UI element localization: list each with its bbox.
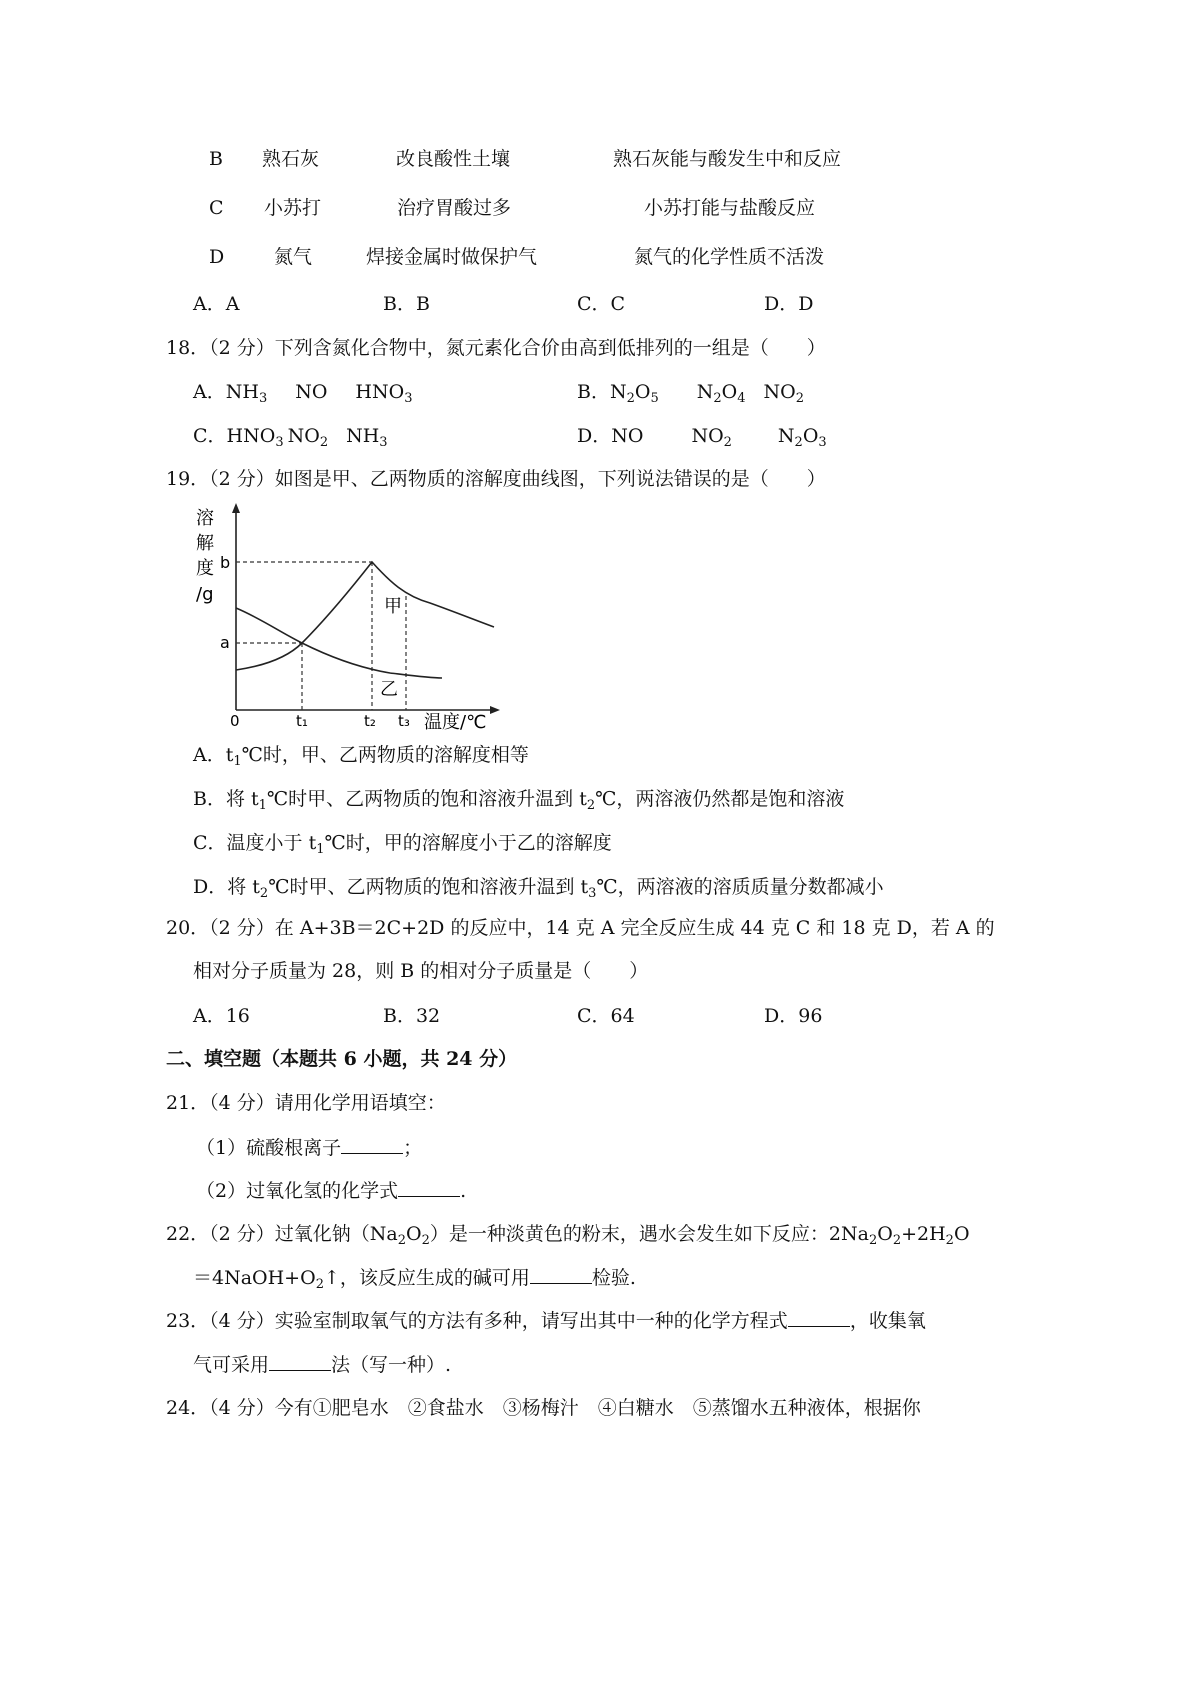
- q18-option-c: C．$HNO_3$ $NO_2$ $NH_3$: [193, 425, 388, 450]
- jia-curve: [236, 562, 494, 670]
- q17-option-c: C．C: [577, 293, 626, 315]
- q18-option-b: B．$N_2O_5$ $N_2O_4$ $NO_2$: [577, 381, 804, 406]
- y-label-char-4: /g: [196, 584, 214, 605]
- x-axis-label: 温度/℃: [424, 712, 487, 733]
- yi-label: 乙: [380, 679, 398, 700]
- row-use: 改良酸性土壤: [396, 148, 511, 170]
- row-substance: 小苏打: [264, 197, 322, 219]
- answer-blank[interactable]: [530, 1265, 592, 1284]
- q21-item-2: （2）过氧化氢的化学式 .: [196, 1180, 467, 1202]
- row-substance: 氮气: [274, 246, 313, 268]
- answer-blank[interactable]: [269, 1352, 331, 1371]
- q19-option-d: D．将 $t_2℃$时甲、乙两物质的饱和溶液升温到 $t_3℃$，两溶液的溶质质量分数都减小: [193, 876, 884, 901]
- row-use: 治疗胃酸过多: [397, 197, 512, 219]
- q19-option-a: A．$t_1℃$时，甲、乙两物质的溶解度相等: [193, 744, 529, 769]
- y-label-char-1: 溶: [196, 508, 214, 529]
- t1-label: t₁: [296, 712, 308, 730]
- q23-line-1: 23．（4 分）实验室制取氧气的方法有多种，请写出其中一种的化学方程式 ，收集氧: [166, 1310, 926, 1332]
- q24-line-1: 24．（4 分）今有①肥皂水 ②食盐水 ③杨梅汁 ④白糖水 ⑤蒸馏水五种液体，根据你: [166, 1397, 921, 1419]
- q20-line-2: 相对分子质量为 28，则 B 的相对分子质量是（ ）: [193, 960, 649, 982]
- y-label-char-3: 度: [196, 558, 214, 579]
- origin-label: 0: [230, 712, 240, 730]
- a-label: a: [220, 633, 230, 652]
- row-letter: C: [209, 197, 224, 219]
- section-heading: 二、填空题（本题共 6 小题，共 24 分）: [166, 1048, 518, 1070]
- y-label-char-2: 解: [196, 533, 214, 554]
- row-substance: 熟石灰: [262, 148, 320, 170]
- q19-option-c: C．温度小于 $t_1℃$时，甲的溶解度小于乙的溶解度: [193, 832, 612, 857]
- row-reason: 氮气的化学性质不活泼: [634, 246, 825, 268]
- row-letter: B: [209, 148, 223, 170]
- row-reason: 熟石灰能与酸发生中和反应: [613, 148, 842, 170]
- row-letter: D: [209, 246, 225, 268]
- q22-line-1: 22．（2 分）过氧化钠$(Na_2O_2)$是一种淡黄色的粉末，遇水会发生如下反应：$2Na_2O_2+2H_2O$: [166, 1223, 970, 1248]
- q21-item-1: （1）硫酸根离子 ；: [196, 1137, 423, 1159]
- b-label: b: [220, 553, 231, 572]
- q18-option-d: D．NO $NO_2$ $N_2O_3$: [577, 425, 827, 450]
- q19-stem: 19．（2 分）如图是甲、乙两物质的溶解度曲线图，下列说法错误的是（ ）: [166, 468, 826, 490]
- jia-label: 甲: [384, 596, 402, 617]
- q17-option-b: B．B: [383, 293, 430, 315]
- q20-line-1: 20．（2 分）在 A+3B＝2C+2D 的反应中，14 克 A 完全反应生成 44 克 C 和 18 克 D，若 A 的: [166, 917, 995, 939]
- answer-blank[interactable]: [341, 1135, 403, 1154]
- q18-stem: 18．（2 分）下列含氮化合物中，氮元素化合价由高到低排列的一组是（ ）: [166, 337, 826, 359]
- row-reason: 小苏打能与盐酸反应: [644, 197, 816, 219]
- q18-option-a: A．$NH_3$ NO $HNO_3$: [193, 381, 413, 406]
- q22-line-2: $=4NaOH+O_2↑$，该反应生成的碱可用 检验.: [193, 1267, 636, 1292]
- x-axis-arrow-icon: [490, 706, 500, 714]
- solubility-graph: [190, 500, 520, 740]
- row-use: 焊接金属时做保护气: [366, 246, 538, 268]
- answer-blank[interactable]: [398, 1178, 460, 1197]
- q20-option-c: C．64: [577, 1005, 635, 1027]
- q21-stem: 21．（4 分）请用化学用语填空：: [166, 1092, 446, 1114]
- q23-line-2: 气可采用 法（写一种）.: [193, 1354, 452, 1376]
- answer-blank[interactable]: [788, 1308, 850, 1327]
- q17-option-d: D．D: [764, 293, 814, 315]
- q17-option-a: A．A: [193, 293, 240, 315]
- y-axis-arrow-icon: [232, 503, 240, 513]
- q20-option-d: D．96: [764, 1005, 823, 1027]
- q19-option-b: B．将 $t_1℃$时甲、乙两物质的饱和溶液升温到 $t_2℃$，两溶液仍然都是饱和溶液: [193, 788, 845, 813]
- t3-label: t₃: [398, 712, 410, 730]
- t2-label: t₂: [364, 712, 376, 730]
- q20-option-a: A．16: [193, 1005, 250, 1027]
- q20-option-b: B．32: [383, 1005, 441, 1027]
